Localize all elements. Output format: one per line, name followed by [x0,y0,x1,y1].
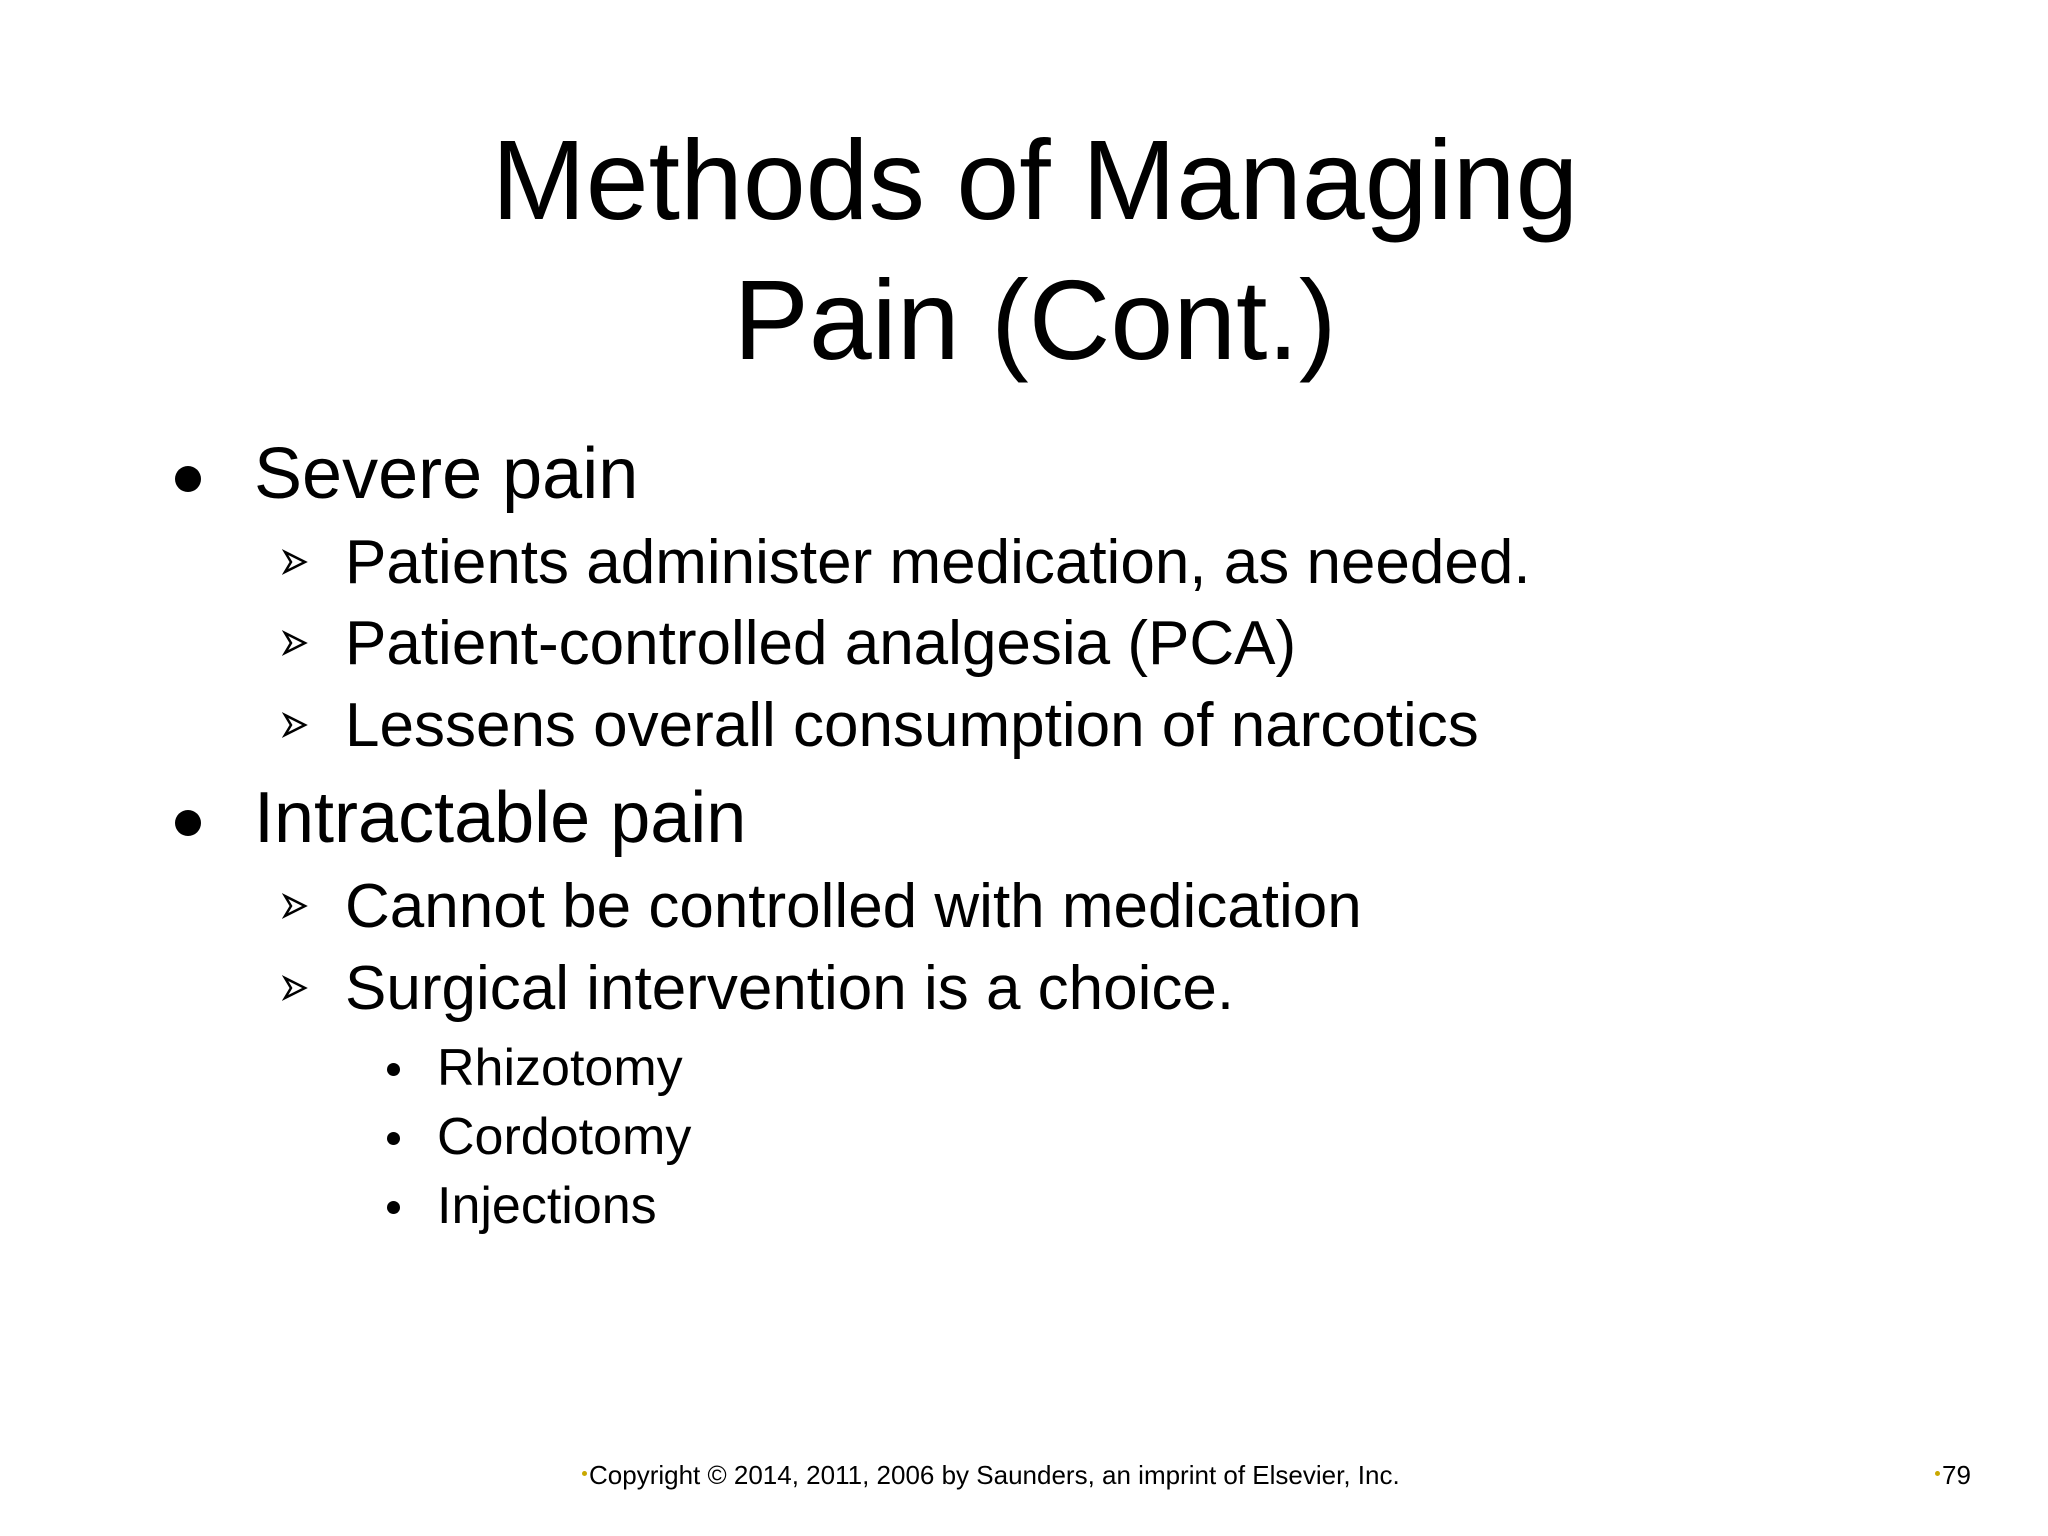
copyright-footer [582,1460,1400,1490]
filled-circle-icon [175,466,201,492]
small-dot-icon [387,1201,400,1214]
sub-sub-bullet-label: Injections [437,1177,657,1235]
arrowhead-icon [282,712,308,738]
sub-sub-bullet-label: Rhizotomy [437,1039,683,1097]
sub-bullet-label: Surgical intervention is a choice. [345,954,1235,1023]
sub-bullet-label: Cannot be controlled with medication [345,872,1362,941]
arrowhead-icon [282,630,308,656]
sub-bullet-label: Patient-controlled analgesia (PCA) [345,609,1297,678]
footer-marker-icon [1935,1471,1940,1476]
bullet-label: Severe pain [254,434,639,514]
page-number [1935,1460,1971,1490]
arrowhead-icon [282,975,308,1001]
page-number-text: 79 [1942,1460,1971,1490]
sub-bullet-label: Lessens overall consumption of narcotics [345,691,1479,760]
sub-bullet-label: Patients administer medication, as needed. [345,528,1531,597]
filled-circle-icon [175,810,201,836]
footer-marker-icon [582,1471,587,1476]
title-line-1: Methods of Managing [491,117,1579,243]
title-line-2: Pain (Cont.) [733,257,1337,383]
small-dot-icon [387,1132,400,1145]
arrowhead-icon [282,893,308,919]
bullet-label: Intractable pain [254,778,747,858]
arrowhead-icon [282,549,308,575]
sub-sub-bullet-label: Cordotomy [437,1108,692,1166]
small-dot-icon [387,1063,400,1076]
copyright-text: Copyright © 2014, 2011, 2006 by Saunders, an imprint of Elsevier, Inc. [589,1460,1400,1490]
slide-title [0,110,2048,390]
